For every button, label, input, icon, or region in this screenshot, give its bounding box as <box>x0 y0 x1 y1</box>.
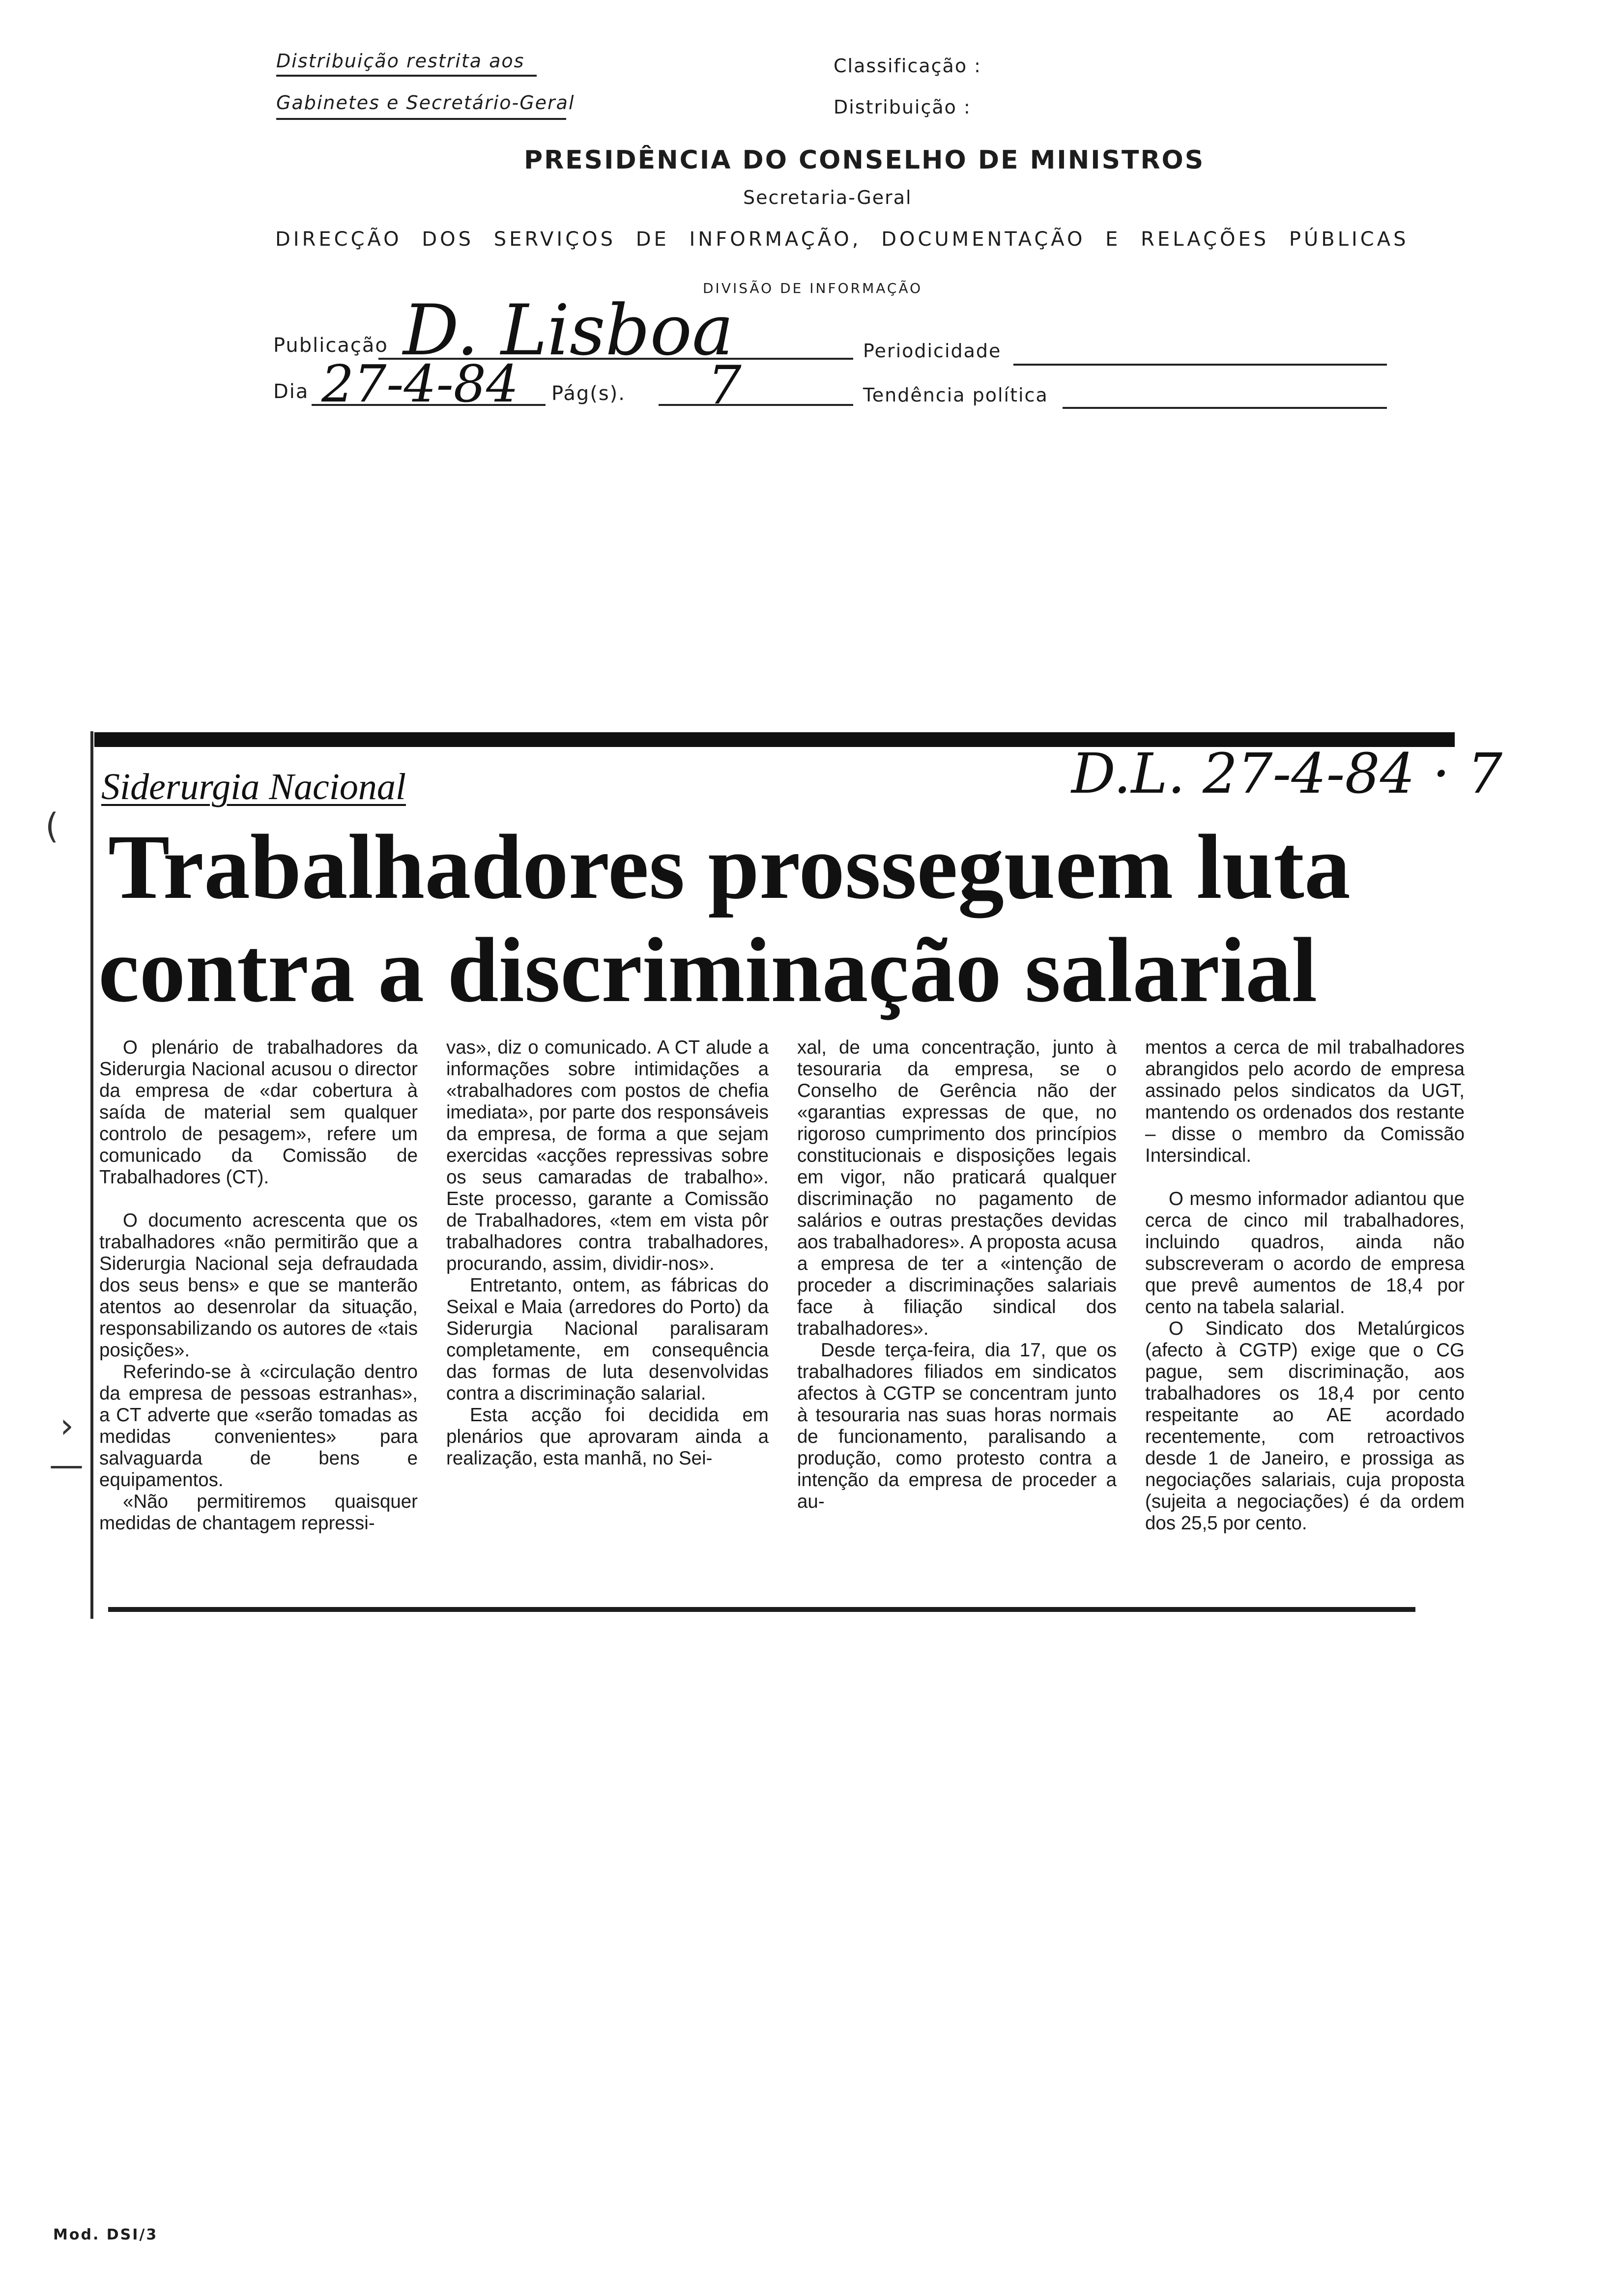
direccao-heading: DIRECÇÃO DOS SERVIÇOS DE INFORMAÇÃO, DOCUMENTAÇÃO E RELAÇÕES PÚBLICAS <box>275 228 1409 251</box>
scan-bracket-mark: — <box>49 1445 84 1485</box>
article-paragraph: xal, de uma concentração, junto à tesouraria da empresa, se o Conselho de Gerência não der «garantias expressas de que, no rigoroso cumprimento dos princípios constitucionais e disposições legais em vigor, não praticará qualquer discriminação no pagamento de salários e outras prestações devidas aos trabalhadores». A proposta acusa a empresa de ter a «intenção de proceder a discriminações salariais face à filiação sindical dos trabalhadores». <box>797 1037 1117 1339</box>
distribution-underline-2 <box>276 118 566 120</box>
dia-handwritten-value: 27-4-84 <box>321 354 519 414</box>
periodicidade-line <box>1013 364 1387 366</box>
article-column-1 <box>99 1037 418 1534</box>
article-paragraph: O documento acrescenta que os trabalhadores «não permitirão que a Siderurgia Nacional seja defraudada dos seus bens» e que se manterão atentos ao desenrolar da situação, responsabilizando os autores de «tais posições». <box>99 1210 418 1361</box>
pags-line <box>659 404 853 406</box>
pags-handwritten-value: 7 <box>708 355 742 416</box>
article-paragraph: «Não permitiremos quaisquer medidas de chantagem repressi- <box>99 1491 418 1534</box>
article-paragraph: Entretanto, ontem, as fábricas do Seixal e Maia (arredores do Porto) da Siderurgia Nacional paralisaram completamente, em consequência das formas de luta desenvolvidas contra a discriminação salarial. <box>446 1275 769 1404</box>
tendencia-label: Tendência política <box>863 384 1048 406</box>
distribution-restriction-line-2: Gabinetes e Secretário-Geral <box>276 92 575 114</box>
pags-label: Pág(s). <box>551 382 626 405</box>
form-model-id: Mod. DSI/3 <box>53 2226 158 2243</box>
publicacao-handwritten-value: D. Lisboa <box>403 290 734 371</box>
article-paragraph: vas», diz o comunicado. A CT alude a informações sobre intimidações a «trabalhadores com postos de chefia imediata», por parte dos responsáveis da empresa, de forma a que sejam exercidas «acções repressivas sobre os seus camaradas de trabalho». Este processo, garante a Comissão de Trabalhadores, «tem em vista pôr trabalhadores contra trabalhadores, procurando, assim, dividir-nos». <box>446 1037 769 1274</box>
article-paragraph: Esta acção foi decidida em plenários que aprovaram ainda a realização, esta manhã, no Sei- <box>446 1405 769 1469</box>
article-column-4 <box>1145 1037 1465 1534</box>
distribuicao-label: Distribuição : <box>834 96 971 118</box>
publicacao-label: Publicação <box>273 334 388 357</box>
article-paragraph: Referindo-se à «circulação dentro da empresa de pessoas estranhas», a CT adverte que «serão tomadas as medidas convenientes» para salvaguarda de bens e equipamentos. <box>99 1361 418 1491</box>
presidency-title: PRESIDÊNCIA DO CONSELHO DE MINISTROS <box>524 145 1205 175</box>
distribution-restriction-line-1: Distribuição restrita aos <box>276 50 525 72</box>
clipping-bottom-rule <box>108 1607 1415 1612</box>
divisao-heading: DIVISÃO DE INFORMAÇÃO <box>703 280 923 296</box>
article-paragraph: O Sindicato dos Metalúrgicos (afecto à CGTP) exige que o CG pague, sem discriminação, aos trabalhadores os 18,4 por cento respeitante ao AE acordado recentemente, com retroactivos desde 1 de Janeiro, e prossiga as negociações salariais, cuja proposta (sujeita a negociações) é da ordem dos 25,5 por cento. <box>1145 1318 1465 1534</box>
article-column-3 <box>797 1037 1117 1513</box>
article-column-2 <box>446 1037 769 1469</box>
scan-bracket-mark: ( <box>45 806 59 846</box>
clipping-left-rule <box>90 731 93 1619</box>
article-paragraph: O mesmo informador adiantou que cerca de cinco mil trabalhadores, incluindo quadros, ainda não subscreveram o acordo de empresa que prevê aumentos de 18,4 por cento na tabela salarial. <box>1145 1188 1465 1318</box>
dia-label: Dia <box>273 380 309 403</box>
article-paragraph: Desde terça-feira, dia 17, que os trabalhadores filiados em sindicatos afectos à CGTP se concentram junto à tesouraria nas suas horas normais de funcionamento, paralisando a produção, como protesto contra a intenção da empresa de proceder a au- <box>797 1340 1117 1512</box>
periodicidade-label: Periodicidade <box>863 340 1002 362</box>
article-paragraph: mentos a cerca de mil trabalhadores abrangidos pelo acordo de empresa assinado pelos sindicatos da UGT, mantendo os ordenados dos restante – disse o membro da Comissão Intersindical. <box>1145 1037 1465 1166</box>
handwritten-source-note: D.L. 27-4-84 · 7 <box>1071 742 1503 806</box>
scan-bracket-mark: › <box>60 1406 74 1446</box>
classificacao-label: Classificação : <box>834 55 981 77</box>
article-paragraph: O plenário de trabalhadores da Siderurgia Nacional acusou o director da empresa de «dar cobertura à saída de material sem qualquer controlo de pesagem», refere um comunicado da Comissão de Trabalhadores (CT). <box>99 1037 418 1188</box>
article-headline-line-2: contra a discriminação salarial <box>98 918 1318 1021</box>
article-headline-line-1: Trabalhadores prosseguem luta <box>108 815 1351 918</box>
secretaria-subtitle: Secretaria-Geral <box>743 187 912 208</box>
article-kicker: Siderurgia Nacional <box>101 766 406 807</box>
tendencia-line <box>1063 407 1387 409</box>
distribution-underline-1 <box>276 75 537 77</box>
